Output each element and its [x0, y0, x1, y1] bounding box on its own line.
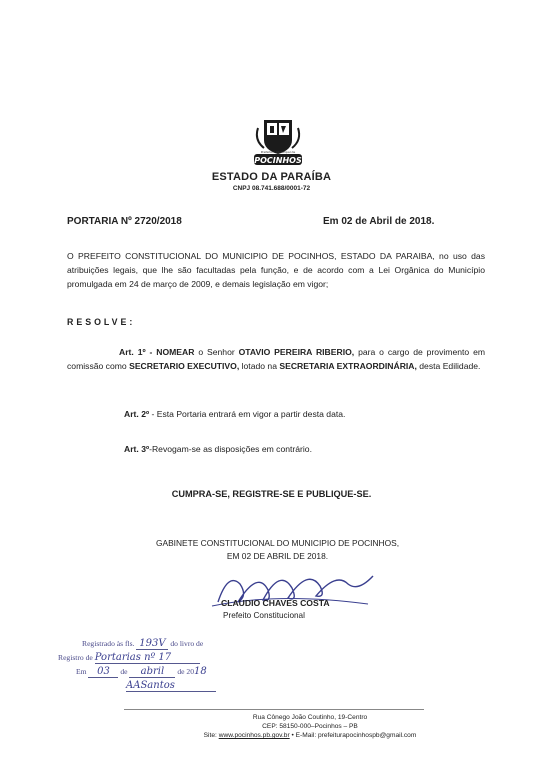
logo-text: POCINHOS: [254, 156, 302, 165]
footer-email-label: • E-Mail:: [289, 732, 318, 739]
article-2: [124, 409, 345, 419]
footer-email[interactable]: prefeiturapocinhospb@gmail.com: [318, 732, 417, 739]
gabinete-line-1: GABINETE CONSTITUCIONAL DO MUNICIPIO DE POCINHOS,: [155, 538, 400, 548]
stamp-day: 03: [88, 666, 118, 678]
stamp-registro-label: Registro de: [58, 653, 93, 662]
article-1-text-2: para o cargo de provimento em comissão como: [67, 347, 486, 371]
resolve-heading: RESOLVE:: [67, 317, 136, 327]
footer-site-link[interactable]: www.pocinhos.pb.gov.br: [218, 732, 290, 739]
stamp-em-label: Em: [76, 667, 87, 676]
footer-divider: [124, 709, 424, 710]
footer-cep: CEP: 58150-000–Pocinhos – PB: [262, 723, 358, 730]
article-1: [67, 345, 485, 373]
gabinete-line-2: EM 02 DE ABRIL DE 2018.: [226, 551, 329, 561]
article-3-text: -Revogam-se as disposições em contrário.: [149, 444, 312, 454]
stamp-fls-value: 193V: [136, 638, 168, 650]
nominee-name: OTAVIO PEREIRA RIBERIO,: [238, 347, 355, 357]
article-3-label: Art. 3º: [124, 444, 150, 454]
document-date: Em 02 de Abril de 2018.: [323, 216, 435, 227]
nominee-role: SECRETARIO EXECUTIVO,: [129, 361, 240, 371]
portaria-number: PORTARIA Nº 2720/2018: [67, 216, 182, 227]
nominee-department: SECRETARIA EXTRAORDINÁRIA,: [279, 361, 417, 371]
stamp-livro-label: do livro de: [170, 639, 204, 648]
article-1-text-4: desta Edilidade.: [416, 361, 481, 371]
stamp-clerk-signature: AASantos: [126, 680, 216, 692]
stamp-de-label: de: [120, 667, 128, 676]
article-1-text-1: o Senhor: [194, 347, 239, 357]
logo-small-text: Prefeitura Municipal de: [260, 150, 296, 154]
footer-contact: [0, 732, 543, 739]
stamp-fls-label: Registrado às fls.: [82, 639, 135, 648]
stamp-month: abril: [129, 666, 175, 678]
stamp-year-label: de 20: [177, 667, 195, 676]
municipal-coat-of-arms-logo: [246, 118, 310, 166]
signer-title: Prefeito Constitucional: [223, 611, 305, 620]
cnpj: CNPJ 08.741.688/0001-72: [232, 185, 311, 192]
article-1-text-3: lotado na: [239, 361, 280, 371]
intro-paragraph: O PREFEITO CONSTITUCIONAL DO MUNICIPIO DE POCINHOS, ESTADO DA PARAIBA, no uso das atribuições legais, que lhe são facultadas pela função, e de acordo com a Lei Orgânica do Município promulgada em 24 de março de 2009, e demais legislação em vigor;: [67, 251, 485, 289]
footer-address: Rua Cônego João Coutinho, 19-Centro: [252, 714, 368, 721]
stamp-livro-value: Portarias nº 17: [95, 652, 200, 664]
article-1-label: Art. 1º - NOMEAR: [119, 347, 195, 357]
article-2-label: Art. 2º: [124, 409, 150, 419]
stamp-year: 18: [194, 666, 207, 677]
article-3: [124, 444, 312, 454]
signer-name: CLAUDIO CHAVES COSTA: [221, 598, 330, 608]
state-name: ESTADO DA PARAÍBA: [211, 171, 332, 183]
footer-site-label: Site:: [203, 732, 219, 739]
article-2-text: - Esta Portaria entrará em vigor a partir desta data.: [149, 409, 346, 419]
cumpra-se-statement: CUMPRA-SE, REGISTRE-SE E PUBLIQUE-SE.: [171, 489, 372, 499]
